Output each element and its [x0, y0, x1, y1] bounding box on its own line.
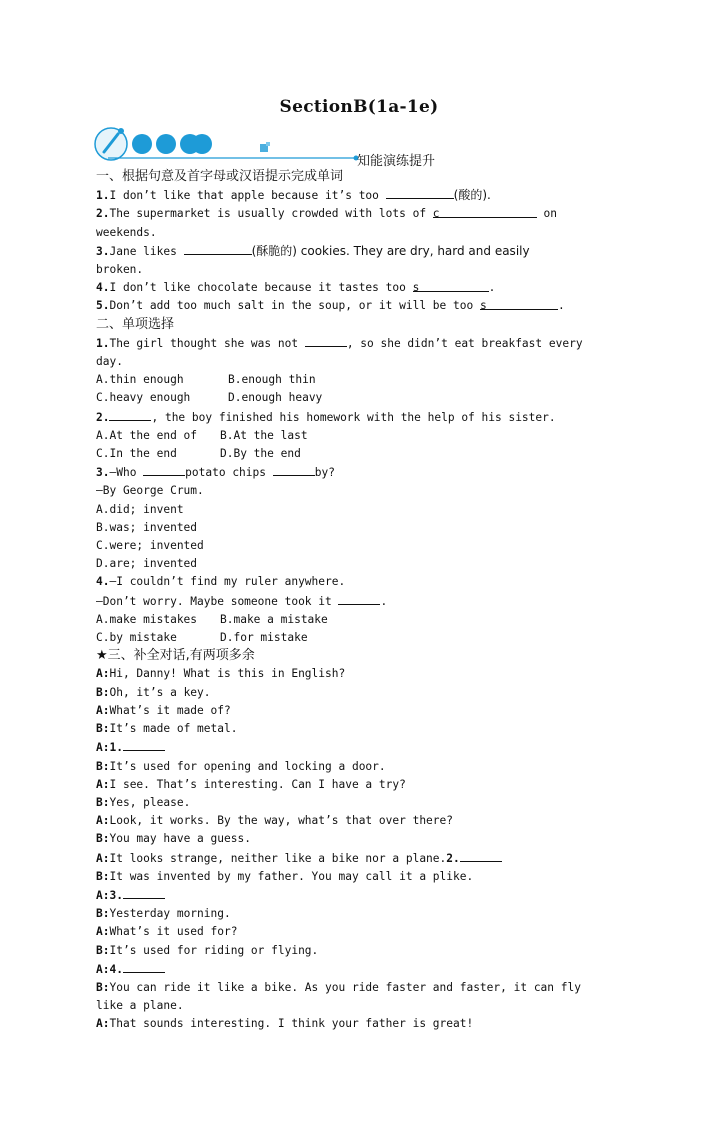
worksheet-content: 一、根据句意及首字母或汉语提示完成单词 1.I don’t like that apple because it’s too (酸的). 2.The supermarket is usually crowded with lots of c on weekends. 3.Jane likes (酥脆的) cookies. They are dry, hard and easily broken. 4.I don’t like chocolate because it tastes too s . 5.Don’t add too much salt in the soup, or it will be too s . 二、单项选择 1.The girl thought she was not , so she didn’t eat breakfast every day. A.thin enough B.enough thin C.heavy enough D.enough heavy 2. , the boy finished his homework with the help of his sister. A.At the end of B.At the last C.In the end D.By the end 3.—Who potato chips by? —By George Crum. A.did; invent B.was; invented C.were; invented D.are; invented 4.—I couldn’t find my ruler anywhere. —Don’t worry. Maybe someone took it . A.make mistakes B.make a mistake C.by mistake D.for mistake ★三、补全对话,有两项多余 A:Hi, Danny! What is this in English? B:Oh, it’s a key. A:What’s it made of? B:It’s made of metal. A:1. B:It’s used for opening and locking a door. A:I see. That’s interesting. Can I have a try? B:Yes, please. A:Look, it works. By the way, what’s that over there? B:You may have a guess. A:It looks strange, neither like a bike nor a plane.2. B:It was invented by my father. You may call it a plike. A:3. B:Yesterday morning. A:What’s it used for? B:It’s used for riding or flying. A:4. B:You can ride it like a bike. As you ride faster and faster, it can fly like a plane. A:That sounds interesting. I think your father is great! — [96, 168, 616, 1034]
speaker-label: B: — [96, 685, 110, 699]
speaker-label: A: — [96, 741, 110, 755]
speaker-label: B: — [96, 943, 110, 957]
s1-question-5: 5.Don’t add too much salt in the soup, or it will be too s . — [96, 299, 565, 313]
dialogue-line: B:You can ride it like a bike. As you ride faster and faster, it can fly — [96, 980, 581, 994]
option[interactable]: A.thin enough — [96, 373, 184, 387]
blank-number: 2. — [446, 851, 460, 865]
s1-question-4: 4.I don’t like chocolate because it tastes too s . — [96, 281, 496, 295]
option[interactable]: D.By the end — [220, 447, 301, 461]
s2-question-1: 1.The girl thought she was not , so she didn’t eat breakfast every — [96, 334, 616, 353]
dialogue-line: A:What’s it used for? — [96, 925, 238, 939]
section2-heading: 二、单项选择 — [96, 316, 175, 332]
s2-question-3: 3.—Who potato chips by? — [96, 463, 616, 482]
option[interactable]: B.At the last — [220, 428, 308, 442]
options-row — [96, 371, 616, 389]
speaker-label: A: — [96, 667, 110, 681]
option[interactable]: C.by mistake — [96, 631, 177, 645]
s1-question-3: 3.Jane likes (酥脆的) cookies. They are dry, hard and easily — [96, 243, 530, 258]
banner-label: 知能演练提升 — [357, 154, 436, 169]
dialogue-line: B:Oh, it’s a key. — [96, 685, 211, 699]
answer-blank[interactable] — [460, 849, 502, 862]
dialogue-line: B:It was invented by my father. You may call it a plike. — [96, 869, 474, 883]
dialogue-line — [96, 738, 616, 757]
s1-question-2: 2.The supermarket is usually crowded with lots of c on — [96, 207, 558, 221]
answer-blank[interactable]: c — [433, 205, 537, 218]
speaker-label: B: — [96, 759, 110, 773]
option[interactable]: B.enough thin — [228, 373, 316, 387]
option[interactable]: D.enough heavy — [228, 391, 323, 405]
speaker-label: A: — [96, 962, 110, 976]
option[interactable]: B.was; invented — [96, 520, 198, 534]
dialogue-line — [96, 960, 616, 979]
answer-blank[interactable] — [184, 242, 252, 255]
option[interactable]: A.make mistakes — [96, 612, 198, 626]
answer-blank[interactable] — [305, 334, 347, 347]
section3-heading: ★三、补全对话,有两项多余 — [96, 648, 255, 664]
answer-blank[interactable]: s — [413, 279, 489, 292]
answer-blank[interactable] — [338, 592, 380, 605]
dialogue-line — [96, 886, 616, 905]
speaker-label: A: — [96, 703, 110, 717]
option[interactable]: C.were; invented — [96, 539, 204, 553]
section1-heading: 一、根据句意及首字母或汉语提示完成单词 — [96, 169, 344, 184]
answer-blank[interactable] — [109, 408, 151, 421]
blank-number: 3. — [109, 888, 123, 902]
option[interactable]: C.In the end — [96, 447, 177, 461]
dialogue-line: A:Look, it works. By the way, what’s that over there? — [96, 814, 453, 828]
dialogue-line: B:It’s used for riding or flying. — [96, 943, 319, 957]
page-title: SectionB(1a-1e) — [279, 97, 439, 117]
blank-number: 1. — [109, 741, 123, 755]
answer-blank[interactable] — [273, 463, 315, 476]
option[interactable]: B.make a mistake — [220, 612, 328, 626]
answer-blank[interactable] — [386, 186, 454, 199]
speaker-label: B: — [96, 907, 110, 921]
dialogue-line: B:It’s made of metal. — [96, 722, 238, 736]
dialogue-line: B:It’s used for opening and locking a door. — [96, 759, 386, 773]
speaker-label: B: — [96, 869, 110, 883]
speaker-label: B: — [96, 795, 110, 809]
answer-blank[interactable]: s — [480, 297, 558, 310]
option[interactable]: D.for mistake — [220, 631, 308, 645]
dialogue-line: like a plane. — [96, 999, 184, 1013]
options-row — [96, 427, 616, 445]
options-row — [96, 445, 616, 463]
speaker-label: B: — [96, 722, 110, 736]
dialogue-line: A:What’s it made of? — [96, 703, 231, 717]
blank-number: 4. — [109, 962, 123, 976]
speaker-label: A: — [96, 851, 110, 865]
option[interactable]: C.heavy enough — [96, 391, 191, 405]
dialogue-line: B:Yes, please. — [96, 795, 191, 809]
options-row — [96, 389, 616, 407]
speaker-label: A: — [96, 888, 110, 902]
option[interactable]: A.At the end of — [96, 428, 198, 442]
option[interactable]: A.did; invent — [96, 502, 184, 516]
dialogue-line: B:You may have a guess. — [96, 832, 251, 846]
answer-blank[interactable] — [143, 463, 185, 476]
dialogue-line: A:That sounds interesting. I think your father is great! — [96, 1017, 474, 1031]
s2-question-4: 4.—I couldn’t find my ruler anywhere. — [96, 575, 346, 589]
s2-question-2: 2. , the boy finished his homework with the help of his sister. — [96, 408, 616, 427]
speaker-label: A: — [96, 925, 110, 939]
answer-blank[interactable] — [123, 960, 165, 973]
speaker-label: A: — [96, 814, 110, 828]
speaker-label: A: — [96, 777, 110, 791]
options-row — [96, 629, 616, 647]
answer-blank[interactable] — [123, 738, 165, 751]
option[interactable]: D.are; invented — [96, 557, 198, 571]
speaker-label: B: — [96, 980, 110, 994]
dialogue-line: A:Hi, Danny! What is this in English? — [96, 667, 346, 681]
dialogue-line: A:I see. That’s interesting. Can I have a try? — [96, 777, 406, 791]
speaker-label: B: — [96, 832, 110, 846]
answer-blank[interactable] — [123, 886, 165, 899]
dialogue — [96, 665, 616, 1033]
options-row — [96, 611, 616, 629]
dialogue-line: A:It looks strange, neither like a bike nor a plane.2. — [96, 849, 616, 868]
dialogue-line: B:Yesterday morning. — [96, 907, 231, 921]
s1-question-1: 1.I don’t like that apple because it’s too (酸的). — [96, 188, 491, 203]
speaker-label: A: — [96, 1017, 110, 1031]
